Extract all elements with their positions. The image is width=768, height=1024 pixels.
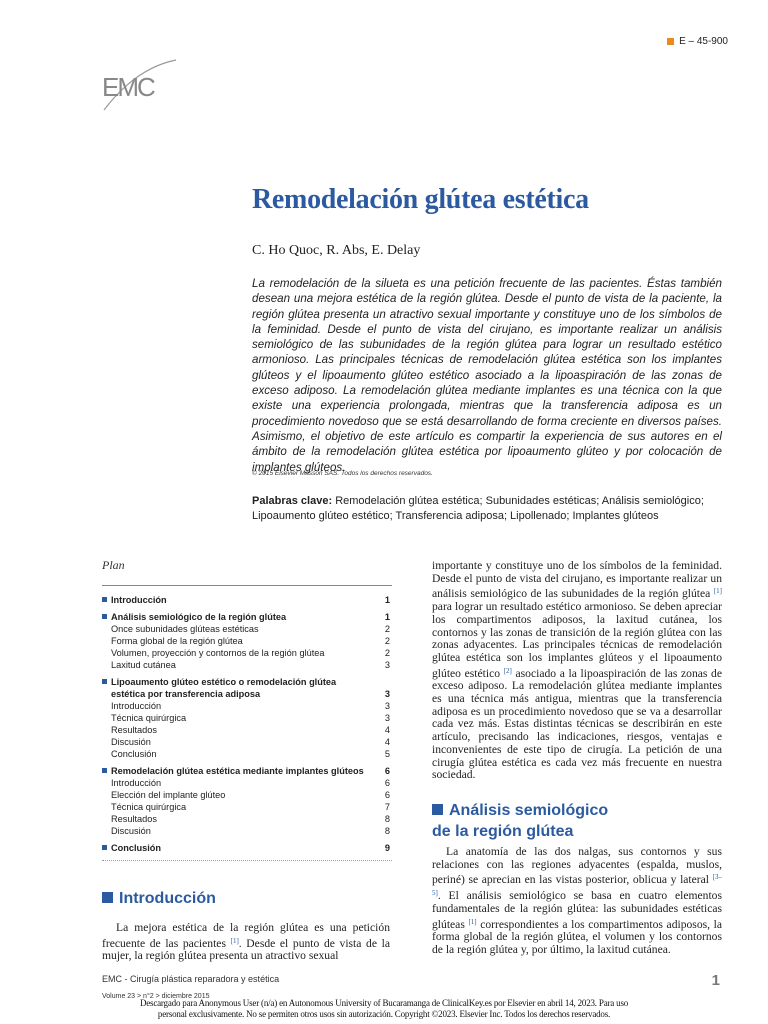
plan-item-page: 2 bbox=[384, 636, 390, 646]
plan-item-page: 3 bbox=[384, 701, 390, 711]
plan-item-label: Técnica quirúrgica bbox=[111, 713, 187, 723]
plan-item-page: 2 bbox=[384, 624, 390, 634]
plan-subsection-item[interactable] bbox=[102, 748, 392, 760]
plan-item-label: Volumen, proyección y contornos de la región glútea bbox=[111, 648, 325, 658]
plan-item-label: Técnica quirúrgica bbox=[111, 802, 187, 812]
emc-logo bbox=[96, 58, 186, 118]
reference-link[interactable]: [3–5] bbox=[432, 873, 722, 898]
plan-section-item[interactable] bbox=[102, 611, 392, 623]
volume-info: Volume 23 > n°2 > diciembre 2015 bbox=[102, 993, 210, 1000]
keywords-text: Remodelación glútea estética; Subunidades estéticas; Análisis semiológico; Lipoaumento glúteo estético; Transferencia adiposa; Lipollenado; Implantes glúteos bbox=[252, 495, 704, 522]
plan-item-page: 6 bbox=[384, 778, 390, 788]
plan-subsection-item[interactable] bbox=[102, 724, 392, 736]
plan-item-page: 8 bbox=[384, 814, 390, 824]
plan-list bbox=[102, 586, 392, 860]
plan-item-page: 2 bbox=[384, 648, 390, 658]
plan-item-page: 4 bbox=[384, 725, 390, 735]
plan-subsection-item[interactable] bbox=[102, 623, 392, 635]
keywords bbox=[252, 494, 727, 524]
plan-item-label: Elección del implante glúteo bbox=[111, 790, 226, 800]
right-column-paragraph: importante y constituye uno de los símbolos de la feminidad. Desde el punto de vista del cirujano, es importante realizar un análisis semiológico de las subunidades de la región glútea [1] para lograr un resultado estético armonioso. Se deben apreciar los compartimentos adiposos, la laxitud cutánea, los contornos y las zonas de transición de la región glútea con las zonas adyacentes. Las principales técnicas de remodelación glútea estética son los implantes glúteos y el lipoaumento glúteo estético [2] asociado a la lipoaspiración de las zonas de exceso adiposo. La remodelación glútea mediante implantes es una técnica más antigua, mientras que la transferencia adiposa es un procedimiento novedoso que se va a desarrollar cada vez más. Estas distintas técnicas se describirán en este artículo, precisando las indicaciones, riesgos, ventajas e inconvenientes de este tipo de cirugía. La petición de una cirugía glútea estética es cada vez más frecuente en nuestra sociedad. bbox=[432, 559, 723, 782]
plan-subsection-item[interactable] bbox=[102, 700, 392, 712]
plan-item-label: Once subunidades glúteas estéticas bbox=[111, 624, 259, 634]
plan-item-page: 3 bbox=[384, 689, 390, 699]
plan-item-page: 4 bbox=[384, 737, 390, 747]
plan-item-label: Introducción bbox=[111, 778, 162, 788]
plan-subsection-item[interactable] bbox=[102, 777, 392, 789]
reference-link[interactable]: [1] bbox=[468, 917, 477, 926]
keywords-label: Palabras clave: bbox=[252, 495, 333, 507]
plan-item-page: 3 bbox=[384, 660, 390, 670]
plan-subsection-item[interactable] bbox=[102, 736, 392, 748]
blue-square-icon bbox=[102, 892, 113, 903]
plan-item-label: Conclusión bbox=[111, 843, 162, 853]
plan-item-label: Forma global de la región glútea bbox=[111, 636, 243, 646]
plan-item-page: 1 bbox=[384, 595, 390, 605]
plan-subsection-item[interactable] bbox=[102, 635, 392, 647]
analisis-paragraph: La anatomía de las dos nalgas, sus contornos y sus relaciones con las regiones adyacentes (espalda, muslos, periné) se aprecian en las vistas posterior, oblicua y lateral [3–5]. El análisis semiológico se basa en cuatro elementos fundamentales de la región glútea: las subunidades estéticas glúteas [1] correspondientes a los compartimentos adiposos, la forma global de la región glútea, el volumen y los contornos de la región glútea y, por último, la laxitud cutánea. bbox=[432, 845, 722, 956]
journal-name: EMC - Cirugía plástica reparadora y estética bbox=[102, 974, 280, 984]
plan-item-label: Remodelación glútea estética mediante implantes glúteos bbox=[111, 766, 364, 776]
plan-subsection-item[interactable] bbox=[102, 712, 392, 724]
plan-item-page: 6 bbox=[384, 766, 390, 776]
blue-square-icon bbox=[432, 804, 443, 815]
plan-item-page: 3 bbox=[384, 713, 390, 723]
svg-text:EMC: EMC bbox=[102, 72, 154, 102]
plan-subsection-item[interactable] bbox=[102, 825, 392, 837]
plan-bottom-rule bbox=[102, 860, 392, 861]
plan-item-label: Laxitud cutánea bbox=[111, 660, 176, 670]
plan-item-label: Conclusión bbox=[111, 749, 157, 759]
plan-section-item[interactable] bbox=[102, 842, 392, 854]
plan-item-page: 7 bbox=[384, 802, 390, 812]
authors: C. Ho Quoc, R. Abs, E. Delay bbox=[252, 243, 421, 258]
page-number: 1 bbox=[711, 972, 720, 989]
orange-square-icon bbox=[667, 38, 674, 45]
plan-item-label: Introducción bbox=[111, 701, 162, 711]
plan-item-label: Resultados bbox=[111, 725, 157, 735]
intro-heading: Introducción bbox=[102, 890, 216, 908]
plan-subsection-item[interactable] bbox=[102, 813, 392, 825]
document-code: E – 45-900 bbox=[667, 36, 728, 47]
article-title: Remodelación glútea estética bbox=[252, 184, 589, 215]
reference-link[interactable]: [2] bbox=[503, 666, 512, 675]
plan-item-page: 1 bbox=[384, 612, 390, 622]
plan-subsection-item[interactable] bbox=[102, 789, 392, 801]
plan-item-label: Discusión bbox=[111, 737, 151, 747]
plan-item-page: 8 bbox=[384, 826, 390, 836]
plan-item-label: Análisis semiológico de la región glútea bbox=[111, 612, 287, 622]
reference-link[interactable]: [1] bbox=[713, 587, 723, 596]
plan-box bbox=[102, 558, 392, 861]
plan-item-label: Discusión bbox=[111, 826, 151, 836]
plan-subsection-item[interactable] bbox=[102, 659, 392, 671]
plan-item-label: Lipoaumento glúteo estético o remodelación glútea estética por transferencia adiposa bbox=[111, 677, 337, 699]
analisis-heading: Análisis semiológico de la región glútea bbox=[432, 802, 609, 840]
plan-title: Plan bbox=[102, 558, 125, 572]
copyright: © 2015 Elsevier Masson SAS. Todos los derechos reservados. bbox=[252, 470, 433, 477]
plan-item-label: Introducción bbox=[111, 595, 167, 605]
intro-paragraph: La mejora estética de la región glútea es una petición frecuente de las pacientes [1]. Desde el punto de vista de la mujer, la región glútea presenta un atractivo sexual bbox=[102, 921, 390, 963]
abstract: La remodelación de la silueta es una petición frecuente de las pacientes. Éstas también desean una mejora estética de la región glútea. Desde el punto de vista de la paciente, la región glútea presenta un atractivo sexual importante y constituye uno de los símbolos de la feminidad. Desde el punto de vista del cirujano, es importante realizar un análisis semiológico de las subunidades de la región glútea para lograr un resultado estético armonioso. Las principales técnicas de remodelación glútea estética son los implantes glúteos y el lipoaumento glúteo estético asociado a la lipoaspiración de las zonas de exceso adiposo. La remodelación glútea mediante implantes es una técnica con la que existe una experiencia prolongada, mientras que la transferencia adiposa es un procedimiento novedoso que se está desarrollando de forma creciente en diversos países. Asimismo, el objetivo de este artículo es compartir la experiencia de sus autores en el ámbito de la remodelación glútea estética por lipoaumento glúteo y por colocación de implantes glúteos. bbox=[252, 277, 722, 474]
plan-subsection-item[interactable] bbox=[102, 801, 392, 813]
plan-item-label: Resultados bbox=[111, 814, 157, 824]
plan-section-item[interactable] bbox=[102, 594, 392, 606]
plan-subsection-item[interactable] bbox=[102, 647, 392, 659]
plan-section-item[interactable] bbox=[102, 676, 392, 700]
plan-item-page: 6 bbox=[384, 790, 390, 800]
plan-item-page: 9 bbox=[384, 843, 390, 853]
reference-link[interactable]: [1] bbox=[230, 936, 239, 945]
download-notice: Descargado para Anonymous User (n/a) en Autonomous University of Bucaramanga de ClinicalKey.es por Elsevier en abril 14, 2023. Para uso personal exclusivamente. No se permiten otros usos sin autorización. Copyright ©2023. Elsevier Inc. Todos los derechos reservados. bbox=[139, 998, 629, 1019]
plan-item-page: 5 bbox=[384, 749, 390, 759]
plan-section-item[interactable] bbox=[102, 765, 392, 777]
